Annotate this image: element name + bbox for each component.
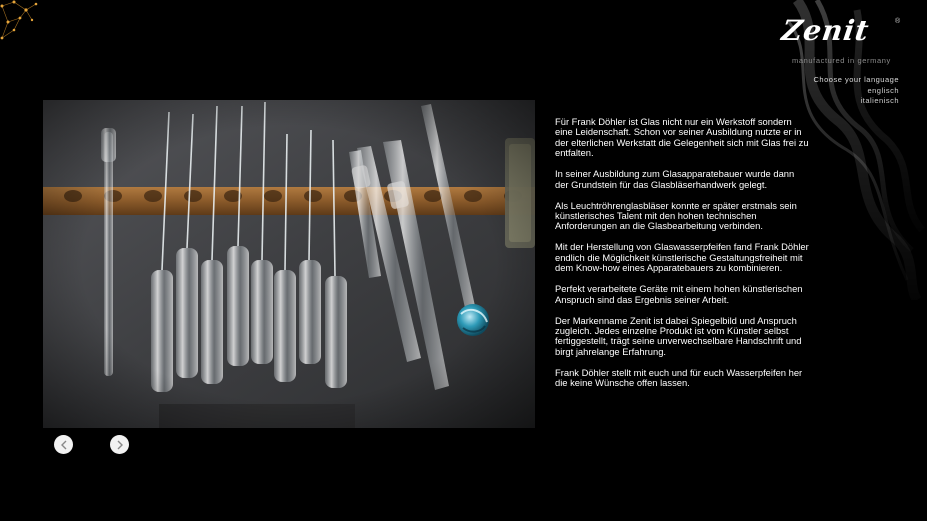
logo-text: Zenit: [779, 14, 872, 47]
about-text: [555, 117, 810, 399]
about-paragraph: Für Frank Döhler ist Glas nicht nur ein Werkstoff sondern eine Leidenschaft. Schon vor seiner Ausbildung nutzte er in der elterlichen Werkstatt die Gelegenheit sich mit Glas frei zu entfalten.: [555, 116, 809, 159]
about-paragraph: In seiner Ausbildung zum Glasapparatebauer wurde dann der Grundstein für das Glasbläserhandwerk gelegt.: [555, 168, 795, 190]
glass-tubes-photo: [43, 100, 535, 428]
about-paragraph: Der Markenname Zenit ist dabei Spiegelbild und Anspruch zugleich. Jedes einzelne Produkt ist vom Künstler selbst fertiggestellt, trägt seine unverwechselbare Handschrift und birgt jahrelange Erfahrung.: [555, 314, 802, 357]
language-selector: [814, 75, 899, 107]
chevron-right-icon: [116, 440, 124, 450]
language-option-italienisch[interactable]: italienisch: [860, 96, 899, 105]
registered-mark: ®: [895, 18, 901, 25]
about-paragraph: Mit der Herstellung von Glaswasserpfeifen fand Frank Döhler endlich die Möglichkeit künstlerische Gestaltungsfreiheit mit dem Know-how eines Apparatebauers zu kombinieren.: [555, 241, 809, 274]
brand-tagline: manufactured in germany: [792, 56, 891, 65]
about-paragraph: Als Leuchtröhrenglasbläser konnte er später erstmals sein künstlerisches Talent mit den hohen technischen Anforderungen an die Glasbearbeitung verbinden.: [555, 199, 797, 232]
about-paragraph: Frank Döhler stellt mit euch und für euch Wasserpfeifen her die keine Wünsche offen lassen.: [555, 366, 803, 389]
about-paragraph: Perfekt verarbeitete Geräte mit einem hohen künstlerischen Anspruch sind das Ergebnis seiner Arbeit.: [555, 283, 803, 305]
gallery-photo: [43, 100, 535, 428]
gallery-prev-button[interactable]: [54, 435, 73, 454]
chevron-left-icon: [60, 440, 68, 450]
language-title: Choose your language: [813, 75, 899, 84]
language-option-englisch[interactable]: englisch: [867, 85, 899, 95]
network-decoration-icon: [0, 0, 45, 45]
gallery-next-button[interactable]: [110, 435, 129, 454]
